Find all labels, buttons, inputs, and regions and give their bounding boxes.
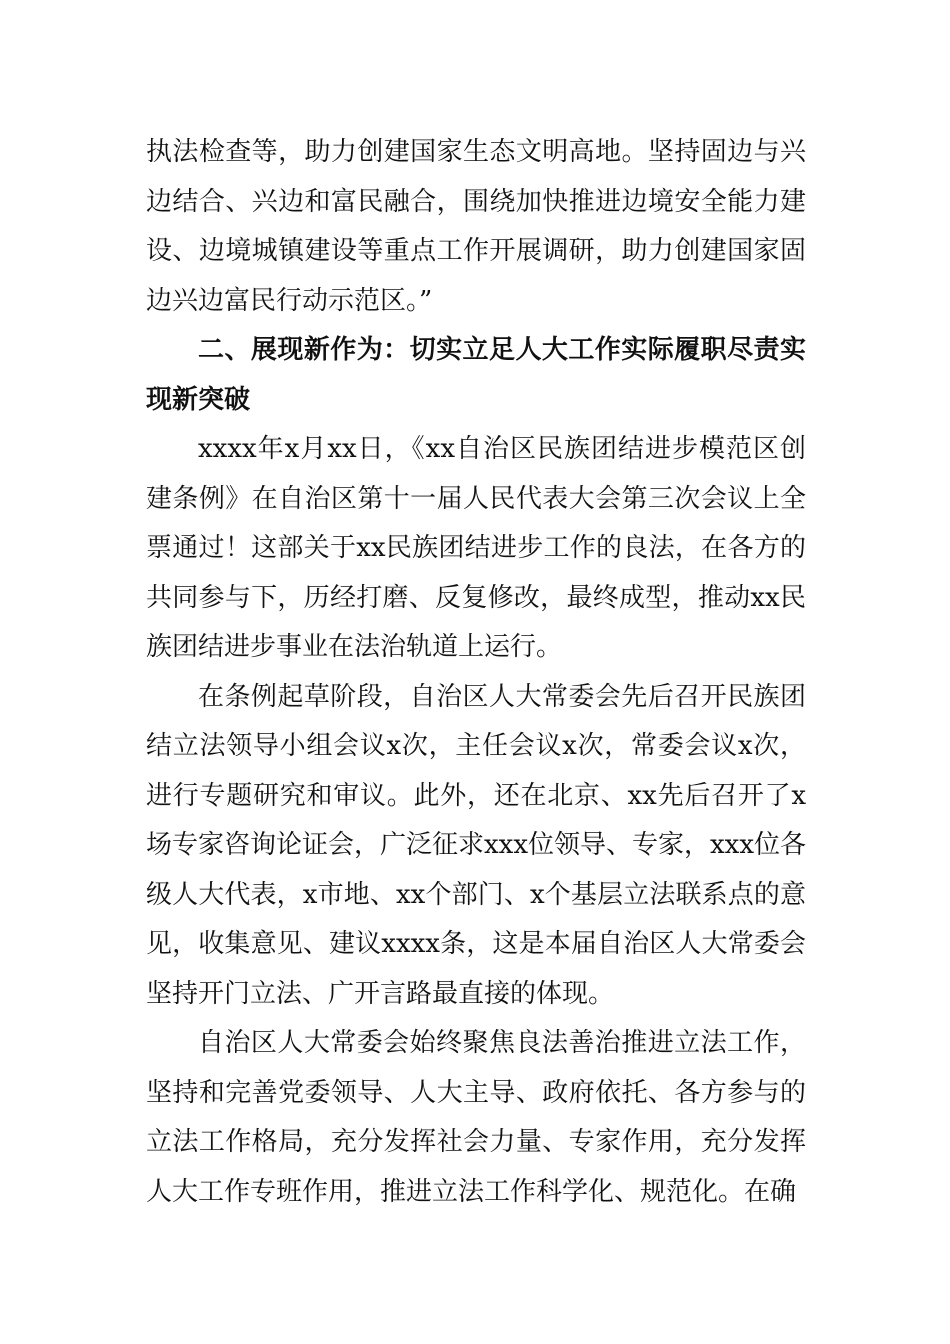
paragraph-legislative-work: 自治区人大常委会始终聚焦良法善治推进立法工作，坚持和完善党委领导、人大主导、政府依托、各方参与的立法工作格局，充分发挥社会力量、专家作用，充分发挥人大工作专班作用，推进立法工作科学化、规范化。在确 (146, 1028, 806, 1207)
section-heading: 二、展现新作为：切实立足人大工作实际履职尽责实现新突破 (146, 335, 806, 415)
document-body (146, 128, 806, 1217)
paragraph-continuation: 执法检查等，助力创建国家生态文明高地。坚持固边与兴边结合、兴边和富民融合，围绕加快推进边境安全能力建设、边境城镇建设等重点工作开展调研，助力创建国家固边兴边富民行动示范区。” (146, 137, 806, 316)
paragraph-drafting-stage: 在条例起草阶段，自治区人大常委会先后召开民族团结立法领导小组会议x次，主任会议x次，常委会议x次，进行专题研究和审议。此外，还在北京、xx先后召开了x场专家咨询论证会，广泛征求xxx位领导、专家，xxx位各级人大代表，x市地、xx个部门、x个基层立法联系点的意见，收集意见、建议xxxx条，这是本届自治区人大常委会坚持开门立法、广开言路最直接的体现。 (146, 681, 806, 1009)
paragraph-regulation-passed: xxxx年x月xx日，《xx自治区民族团结进步模范区创建条例》在自治区第十一届人民代表大会第三次会议上全票通过！这部关于xx民族团结进步工作的良法，在各方的共同参与下，历经打磨、反复修改，最终成型，推动xx民族团结进步事业在法治轨道上运行。 (146, 434, 806, 662)
